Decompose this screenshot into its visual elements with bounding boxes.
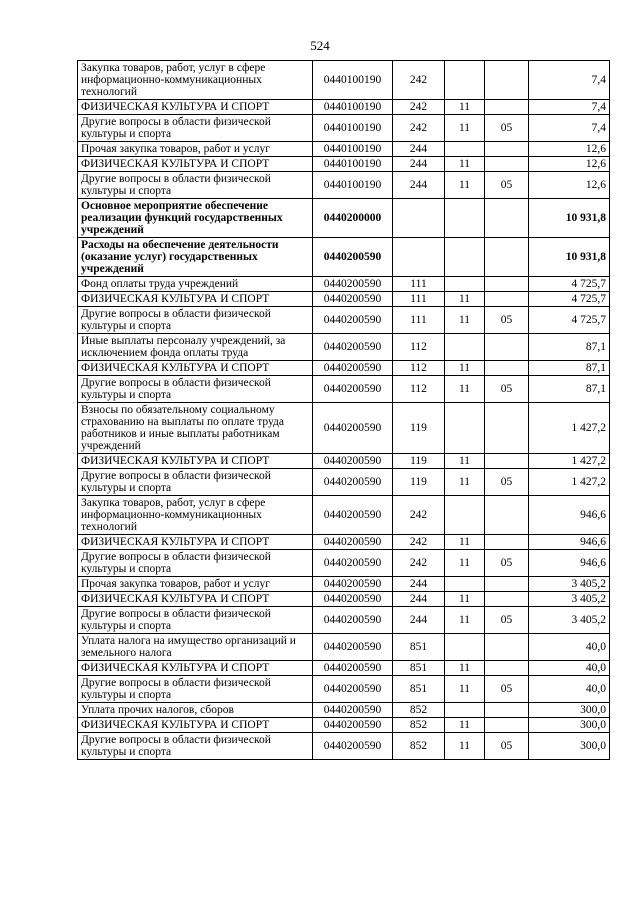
subsection-code: 05	[485, 172, 529, 199]
subsection-code	[485, 577, 529, 592]
table-row	[78, 238, 610, 277]
row-name: Другие вопросы в области физической культуры и спорта	[78, 607, 313, 634]
amount: 87,1	[529, 376, 610, 403]
target-code: 0440200590	[313, 277, 393, 292]
expense-type-code: 851	[393, 676, 445, 703]
amount: 300,0	[529, 718, 610, 733]
amount: 7,4	[529, 115, 610, 142]
section-code	[445, 703, 485, 718]
expense-type-code: 242	[393, 100, 445, 115]
section-code: 11	[445, 592, 485, 607]
target-code: 0440200590	[313, 577, 393, 592]
table-row	[78, 469, 610, 496]
table-row	[78, 157, 610, 172]
table-row	[78, 61, 610, 100]
table-row	[78, 142, 610, 157]
amount: 3 405,2	[529, 607, 610, 634]
table-row	[78, 403, 610, 454]
table-row	[78, 577, 610, 592]
table-row	[78, 535, 610, 550]
expense-type-code: 112	[393, 376, 445, 403]
section-code	[445, 238, 485, 277]
target-code: 0440100190	[313, 157, 393, 172]
budget-table	[77, 60, 610, 760]
table-row	[78, 661, 610, 676]
section-code	[445, 61, 485, 100]
amount: 10 931,8	[529, 238, 610, 277]
target-code: 0440100190	[313, 100, 393, 115]
amount: 4 725,7	[529, 307, 610, 334]
amount: 12,6	[529, 172, 610, 199]
amount: 7,4	[529, 61, 610, 100]
expense-type-code: 852	[393, 703, 445, 718]
section-code: 11	[445, 376, 485, 403]
subsection-code	[485, 292, 529, 307]
amount: 946,6	[529, 550, 610, 577]
table-row	[78, 199, 610, 238]
table-row	[78, 607, 610, 634]
expense-type-code: 242	[393, 496, 445, 535]
row-name: Другие вопросы в области физической культуры и спорта	[78, 469, 313, 496]
target-code: 0440200590	[313, 334, 393, 361]
expense-type-code: 111	[393, 292, 445, 307]
target-code: 0440200590	[313, 454, 393, 469]
target-code: 0440200590	[313, 238, 393, 277]
table-row	[78, 376, 610, 403]
expense-type-code: 119	[393, 403, 445, 454]
amount: 946,6	[529, 535, 610, 550]
section-code: 11	[445, 157, 485, 172]
table-row	[78, 277, 610, 292]
row-name: ФИЗИЧЕСКАЯ КУЛЬТУРА И СПОРТ	[78, 535, 313, 550]
amount: 3 405,2	[529, 592, 610, 607]
expense-type-code: 244	[393, 142, 445, 157]
expense-type-code: 244	[393, 172, 445, 199]
section-code: 11	[445, 292, 485, 307]
amount: 1 427,2	[529, 454, 610, 469]
amount: 87,1	[529, 334, 610, 361]
target-code: 0440100190	[313, 172, 393, 199]
section-code	[445, 334, 485, 361]
section-code	[445, 142, 485, 157]
row-name: Другие вопросы в области физической культуры и спорта	[78, 307, 313, 334]
section-code: 11	[445, 100, 485, 115]
row-name: Другие вопросы в области физической культуры и спорта	[78, 676, 313, 703]
row-name: Иные выплаты персоналу учреждений, за исключением фонда оплаты труда	[78, 334, 313, 361]
table-row	[78, 676, 610, 703]
expense-type-code: 244	[393, 577, 445, 592]
expense-type-code: 119	[393, 469, 445, 496]
target-code: 0440200590	[313, 592, 393, 607]
target-code: 0440200590	[313, 376, 393, 403]
row-name: ФИЗИЧЕСКАЯ КУЛЬТУРА И СПОРТ	[78, 454, 313, 469]
table-row	[78, 718, 610, 733]
subsection-code	[485, 403, 529, 454]
section-code: 11	[445, 172, 485, 199]
expense-type-code: 244	[393, 157, 445, 172]
page-number: 524	[310, 38, 330, 53]
subsection-code	[485, 535, 529, 550]
row-name: ФИЗИЧЕСКАЯ КУЛЬТУРА И СПОРТ	[78, 157, 313, 172]
amount: 300,0	[529, 733, 610, 760]
row-name: Другие вопросы в области физической культуры и спорта	[78, 376, 313, 403]
target-code: 0440200590	[313, 550, 393, 577]
row-name: ФИЗИЧЕСКАЯ КУЛЬТУРА И СПОРТ	[78, 592, 313, 607]
amount: 40,0	[529, 676, 610, 703]
row-name: Другие вопросы в области физической культуры и спорта	[78, 115, 313, 142]
subsection-code	[485, 199, 529, 238]
subsection-code	[485, 454, 529, 469]
expense-type-code: 242	[393, 115, 445, 142]
table-row	[78, 550, 610, 577]
amount: 1 427,2	[529, 469, 610, 496]
row-name: ФИЗИЧЕСКАЯ КУЛЬТУРА И СПОРТ	[78, 100, 313, 115]
target-code: 0440200590	[313, 307, 393, 334]
target-code: 0440200590	[313, 535, 393, 550]
row-name: Расходы на обеспечение деятельности (оказание услуг) государственных учреждений	[78, 238, 313, 277]
amount: 10 931,8	[529, 199, 610, 238]
expense-type-code: 851	[393, 661, 445, 676]
target-code: 0440200590	[313, 469, 393, 496]
section-code: 11	[445, 718, 485, 733]
section-code: 11	[445, 115, 485, 142]
subsection-code: 05	[485, 469, 529, 496]
expense-type-code: 112	[393, 334, 445, 361]
row-name: Фонд оплаты труда учреждений	[78, 277, 313, 292]
target-code: 0440200590	[313, 676, 393, 703]
table-row	[78, 361, 610, 376]
subsection-code	[485, 238, 529, 277]
table-row	[78, 703, 610, 718]
row-name: ФИЗИЧЕСКАЯ КУЛЬТУРА И СПОРТ	[78, 292, 313, 307]
section-code: 11	[445, 733, 485, 760]
target-code: 0440200590	[313, 718, 393, 733]
subsection-code	[485, 703, 529, 718]
section-code	[445, 199, 485, 238]
amount: 40,0	[529, 634, 610, 661]
subsection-code: 05	[485, 115, 529, 142]
amount: 3 405,2	[529, 577, 610, 592]
section-code	[445, 634, 485, 661]
table-row	[78, 115, 610, 142]
subsection-code	[485, 496, 529, 535]
row-name: Прочая закупка товаров, работ и услуг	[78, 142, 313, 157]
amount: 1 427,2	[529, 403, 610, 454]
expense-type-code: 244	[393, 607, 445, 634]
row-name: Другие вопросы в области физической культуры и спорта	[78, 172, 313, 199]
target-code: 0440200590	[313, 733, 393, 760]
section-code: 11	[445, 607, 485, 634]
table-row	[78, 172, 610, 199]
table-row	[78, 292, 610, 307]
target-code: 0440200000	[313, 199, 393, 238]
subsection-code	[485, 661, 529, 676]
section-code: 11	[445, 661, 485, 676]
subsection-code	[485, 142, 529, 157]
expense-type-code: 119	[393, 454, 445, 469]
subsection-code	[485, 718, 529, 733]
expense-type-code	[393, 238, 445, 277]
target-code: 0440200590	[313, 292, 393, 307]
table-row	[78, 100, 610, 115]
table-row	[78, 733, 610, 760]
row-name: ФИЗИЧЕСКАЯ КУЛЬТУРА И СПОРТ	[78, 361, 313, 376]
table-row	[78, 634, 610, 661]
expense-type-code	[393, 199, 445, 238]
table-row	[78, 307, 610, 334]
target-code: 0440200590	[313, 403, 393, 454]
subsection-code	[485, 592, 529, 607]
row-name: Уплата прочих налогов, сборов	[78, 703, 313, 718]
section-code: 11	[445, 361, 485, 376]
table-row	[78, 592, 610, 607]
expense-type-code: 111	[393, 277, 445, 292]
target-code: 0440100190	[313, 142, 393, 157]
subsection-code	[485, 100, 529, 115]
expense-type-code: 111	[393, 307, 445, 334]
amount: 946,6	[529, 496, 610, 535]
amount: 4 725,7	[529, 292, 610, 307]
section-code	[445, 403, 485, 454]
section-code: 11	[445, 469, 485, 496]
expense-type-code: 852	[393, 718, 445, 733]
expense-type-code: 852	[393, 733, 445, 760]
table-row	[78, 496, 610, 535]
expense-type-code: 242	[393, 535, 445, 550]
subsection-code: 05	[485, 376, 529, 403]
target-code: 0440200590	[313, 496, 393, 535]
expense-type-code: 242	[393, 550, 445, 577]
subsection-code: 05	[485, 733, 529, 760]
amount: 12,6	[529, 142, 610, 157]
row-name: Закупка товаров, работ, услуг в сфере информационно-коммуникационных технологий	[78, 496, 313, 535]
section-code	[445, 577, 485, 592]
budget-table-body	[78, 61, 610, 760]
section-code: 11	[445, 307, 485, 334]
target-code: 0440200590	[313, 703, 393, 718]
target-code: 0440100190	[313, 61, 393, 100]
amount: 4 725,7	[529, 277, 610, 292]
expense-type-code: 242	[393, 61, 445, 100]
section-code	[445, 277, 485, 292]
amount: 40,0	[529, 661, 610, 676]
subsection-code	[485, 277, 529, 292]
section-code: 11	[445, 676, 485, 703]
target-code: 0440100190	[313, 115, 393, 142]
target-code: 0440200590	[313, 607, 393, 634]
expense-type-code: 112	[393, 361, 445, 376]
expense-type-code: 244	[393, 592, 445, 607]
subsection-code: 05	[485, 676, 529, 703]
section-code	[445, 496, 485, 535]
row-name: Взносы по обязательному социальному страхованию на выплаты по оплате труда работников и иные выплаты работникам учреждений	[78, 403, 313, 454]
target-code: 0440200590	[313, 634, 393, 661]
subsection-code	[485, 361, 529, 376]
section-code: 11	[445, 535, 485, 550]
amount: 87,1	[529, 361, 610, 376]
row-name: ФИЗИЧЕСКАЯ КУЛЬТУРА И СПОРТ	[78, 661, 313, 676]
row-name: Другие вопросы в области физической культуры и спорта	[78, 733, 313, 760]
section-code: 11	[445, 454, 485, 469]
expense-type-code: 851	[393, 634, 445, 661]
amount: 7,4	[529, 100, 610, 115]
subsection-code: 05	[485, 607, 529, 634]
row-name: Другие вопросы в области физической культуры и спорта	[78, 550, 313, 577]
row-name: ФИЗИЧЕСКАЯ КУЛЬТУРА И СПОРТ	[78, 718, 313, 733]
amount: 300,0	[529, 703, 610, 718]
amount: 12,6	[529, 157, 610, 172]
target-code: 0440200590	[313, 661, 393, 676]
subsection-code: 05	[485, 550, 529, 577]
subsection-code	[485, 157, 529, 172]
target-code: 0440200590	[313, 361, 393, 376]
row-name: Уплата налога на имущество организаций и земельного налога	[78, 634, 313, 661]
subsection-code: 05	[485, 307, 529, 334]
subsection-code	[485, 334, 529, 361]
section-code: 11	[445, 550, 485, 577]
row-name: Прочая закупка товаров, работ и услуг	[78, 577, 313, 592]
table-row	[78, 334, 610, 361]
row-name: Основное мероприятие обеспечение реализации функций государственных учреждений	[78, 199, 313, 238]
row-name: Закупка товаров, работ, услуг в сфере информационно-коммуникационных технологий	[78, 61, 313, 100]
subsection-code	[485, 61, 529, 100]
table-row	[78, 454, 610, 469]
subsection-code	[485, 634, 529, 661]
